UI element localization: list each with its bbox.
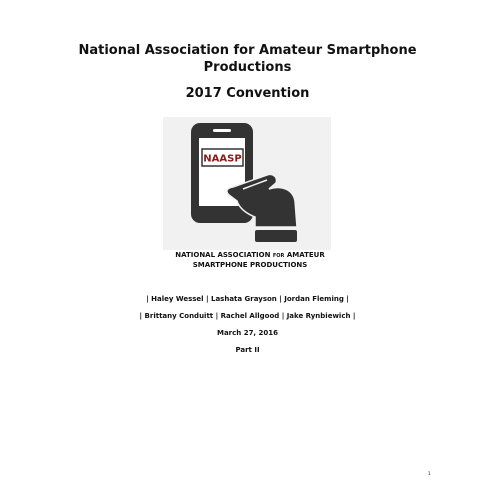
document-part: Part II: [235, 346, 260, 354]
org-name-line-2: SMARTPHONE PRODUCTIONS: [192, 261, 308, 269]
smartphone-hand-icon: [163, 117, 331, 250]
org-name-part-1: NATIONAL ASSOCIATION: [175, 251, 273, 259]
org-name-small-for: FOR: [272, 253, 285, 259]
naasp-logo: [163, 117, 331, 250]
organization-name: [150, 251, 350, 270]
authors-line-2: | Brittany Conduitt | Rachel Allgood | Jake Rynbiewich |: [139, 312, 356, 320]
document-title: National Association for Amateur Smartphone Productions: [78, 43, 417, 75]
page-number: 1: [428, 471, 431, 476]
logo-phone-text: NAASP: [203, 153, 242, 165]
authors-line-1: | Haley Wessel | Lashata Grayson | Jordan Fleming |: [146, 295, 349, 303]
document-date: March 27, 2016: [216, 329, 279, 337]
document-subtitle: 2017 Convention: [185, 86, 310, 101]
org-name-part-2: AMATEUR: [284, 251, 325, 259]
